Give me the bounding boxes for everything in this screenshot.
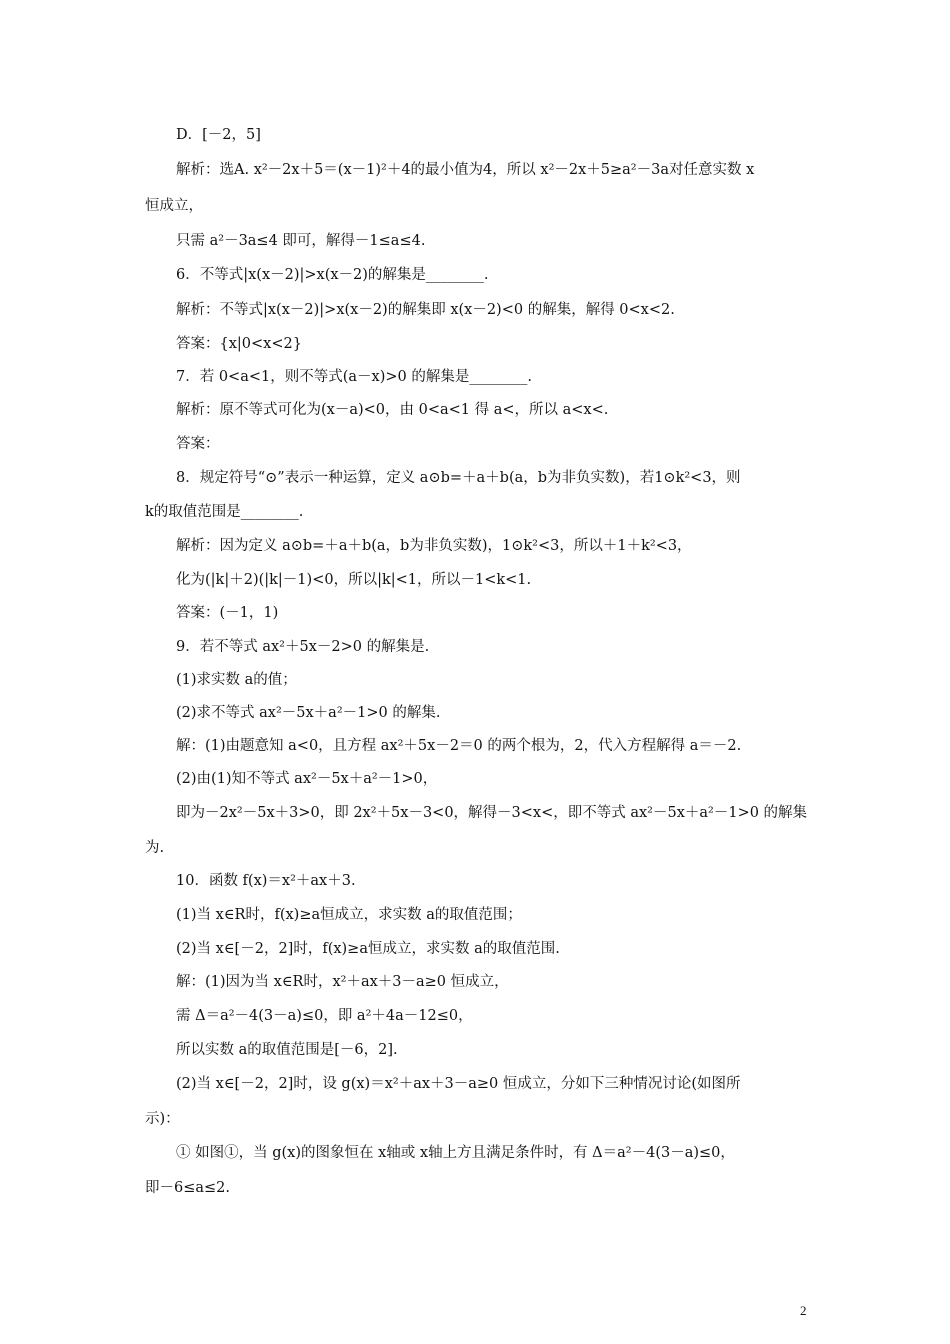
q10-solution-line7: 即－6≤a≤2. [145, 1180, 231, 1196]
q5-analysis-line1: 解析：选A. x²－2x＋5＝(x－1)²＋4的最小值为4，所以 x²－2x＋5≥a²－3a对任意实数 x [176, 162, 755, 178]
q9-part1: (1)求实数 a的值； [176, 672, 297, 688]
q9-question: 9．若不等式 ax²＋5x－2>0 的解集是. [176, 639, 430, 655]
q10-solution-line1: 解：(1)因为当 x∈R时，x²＋ax＋3－a≥0 恒成立， [176, 974, 509, 990]
q10-solution-line2: 需 Δ＝a²－4(3－a)≤0，即 a²＋4a－12≤0， [176, 1008, 473, 1024]
q8-question-line2: k的取值范围是________. [145, 504, 304, 520]
option-d: D．[－2，5] [176, 127, 261, 143]
q10-solution-line4: (2)当 x∈[－2，2]时，设 g(x)＝x²＋ax＋3－a≥0 恒成立，分如下三种情况讨论(如图所 [176, 1076, 741, 1092]
q10-question: 10．函数 f(x)＝x²＋ax＋3. [176, 873, 356, 889]
q8-answer: 答案：(－1，1) [176, 605, 279, 621]
q9-part2: (2)求不等式 ax²－5x＋a²－1>0 的解集. [176, 705, 441, 721]
q8-analysis-line2: 化为(|k|＋2)(|k|－1)<0，所以|k|<1，所以－1<k<1. [176, 572, 532, 588]
q7-answer: 答案： [176, 436, 220, 452]
q9-solution-line1: 解：(1)由题意知 a<0，且方程 ax²＋5x－2＝0 的两个根为，2，代入方程解得 a＝－2. [176, 738, 742, 754]
q10-solution-line5: 示)： [145, 1111, 180, 1127]
q10-solution-line6: ① 如图①，当 g(x)的图象恒在 x轴或 x轴上方且满足条件时，有 Δ＝a²－4(3－a)≤0， [176, 1145, 735, 1161]
q6-question: 6．不等式|x(x－2)|>x(x－2)的解集是________. [176, 267, 489, 283]
q7-analysis: 解析：原不等式可化为(x－a)<0，由 0<a<1 得 a<，所以 a<x<. [176, 402, 609, 418]
q9-solution-line2: (2)由(1)知不等式 ax²－5x＋a²－1>0， [176, 771, 438, 787]
q9-solution-line4: 为. [145, 840, 165, 856]
q8-question-line1: 8．规定符号“⊙”表示一种运算，定义 a⊙b=＋a＋b(a，b为非负实数)，若1⊙k²<3，则 [176, 470, 741, 486]
q5-analysis-line2: 恒成立， [145, 198, 203, 214]
q5-analysis-line3: 只需 a²－3a≤4 即可，解得－1≤a≤4. [176, 233, 426, 249]
q10-part1: (1)当 x∈R时，f(x)≥a恒成立，求实数 a的取值范围； [176, 907, 522, 923]
page-number: 2 [800, 1303, 807, 1318]
q10-part2: (2)当 x∈[－2，2]时，f(x)≥a恒成立，求实数 a的取值范围. [176, 941, 560, 957]
q7-question: 7．若 0<a<1，则不等式(a－x)>0 的解集是________. [176, 369, 532, 385]
q9-solution-line3: 即为－2x²－5x＋3>0，即 2x²＋5x－3<0，解得－3<x<，即不等式 ax²－5x＋a²－1>0 的解集 [176, 805, 808, 821]
q8-analysis-line1: 解析：因为定义 a⊙b=＋a＋b(a，b为非负实数)，1⊙k²<3，所以＋1＋k²<3， [176, 538, 692, 554]
q10-solution-line3: 所以实数 a的取值范围是[－6，2]. [176, 1042, 398, 1058]
q6-answer: 答案：{x|0<x<2} [176, 336, 302, 352]
q6-analysis: 解析：不等式|x(x－2)|>x(x－2)的解集即 x(x－2)<0 的解集，解得 0<x<2. [176, 302, 675, 318]
